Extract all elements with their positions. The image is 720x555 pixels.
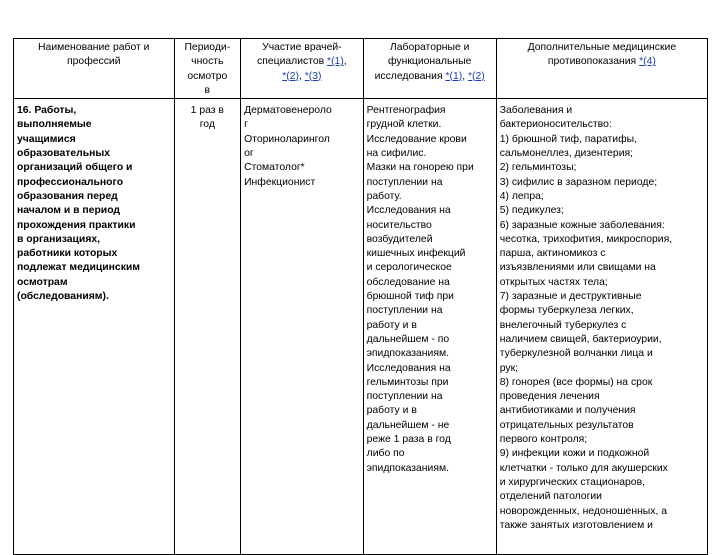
header-text: Периоди- bbox=[184, 42, 231, 53]
cell-line: работу и в bbox=[366, 319, 417, 331]
header-text: профессий bbox=[67, 56, 121, 68]
cell-line: выполняемые bbox=[17, 119, 92, 131]
cell-line: работу и в bbox=[366, 405, 417, 417]
cell-line: г bbox=[244, 119, 248, 131]
cell-line: эпидпоказаниям. bbox=[366, 348, 450, 360]
header-text: Участие врачей- bbox=[262, 42, 342, 53]
cell-line: 4) лепра; bbox=[499, 190, 544, 202]
header-text: Лабораторные и bbox=[389, 42, 470, 53]
cell-line: первого контроля; bbox=[499, 434, 588, 446]
cell-line: 7) заразные и деструктивные bbox=[499, 291, 642, 303]
header-text-with-refs bbox=[244, 70, 360, 84]
cell-line: обследование на bbox=[366, 276, 450, 288]
cell-line: работу. bbox=[366, 190, 402, 202]
cell-line: год bbox=[199, 119, 215, 131]
separator: , bbox=[298, 70, 305, 82]
cell-line: началом и в период bbox=[17, 205, 120, 217]
cell-line: грудной клетки. bbox=[366, 119, 442, 131]
medical-exam-table bbox=[13, 38, 708, 555]
cell-line: организаций общего и bbox=[17, 162, 133, 174]
cell-line: в организациях, bbox=[17, 233, 101, 245]
cell-line: и серологическое bbox=[366, 262, 452, 274]
cell-line: 9) инфекции кожи и подкожной bbox=[499, 448, 650, 460]
cell-line: туберкулезной волчанки лица и bbox=[499, 348, 653, 360]
cell-line: формы туберкулеза легких, bbox=[499, 305, 634, 317]
footnote-link-3[interactable]: *(3) bbox=[304, 70, 322, 82]
cell-line: парша, актиномикоз с bbox=[499, 248, 606, 260]
cell-line: либо по bbox=[366, 448, 405, 460]
cell-line: также занятых изготовлением и bbox=[499, 519, 653, 531]
cell-line: брюшной тиф при bbox=[366, 291, 454, 303]
cell-line: отделений патологии bbox=[499, 491, 602, 503]
header-specialists bbox=[241, 39, 364, 99]
header-contraindications bbox=[496, 39, 707, 99]
cell-line: новорожденных, недоношенных, а bbox=[499, 505, 668, 517]
cell-line: учащимися bbox=[17, 133, 76, 145]
header-text: чность bbox=[191, 56, 224, 68]
cell-line: Инфекционист bbox=[244, 176, 316, 188]
cell-line: дальнейшем - не bbox=[366, 419, 450, 431]
header-text: противопоказания bbox=[547, 56, 640, 68]
footnote-link-2[interactable]: *(2) bbox=[282, 70, 299, 82]
footnote-link-2[interactable]: *(2) bbox=[468, 70, 485, 82]
header-text: специалистов bbox=[257, 56, 328, 68]
cell-line: чесотка, трихофития, микроспория, bbox=[499, 233, 673, 245]
cell-line: дальнейшем - по bbox=[366, 333, 450, 345]
cell-line: 8) гонорея (все формы) на срок bbox=[499, 376, 653, 388]
cell-line: 6) заразные кожные заболевания: bbox=[499, 219, 665, 231]
cell-line: поступлении на bbox=[366, 176, 443, 188]
cell-line: изъязвлениями или свищами на bbox=[499, 262, 656, 274]
cell-line: профессионального bbox=[17, 176, 124, 188]
cell-line: Исследования на bbox=[366, 205, 451, 217]
separator: , bbox=[462, 70, 468, 82]
header-text: в bbox=[204, 84, 211, 96]
cell-line: сальмонеллез, дизентерия; bbox=[499, 148, 634, 160]
cell-contraindications bbox=[496, 99, 707, 555]
cell-line: открытых частях тела; bbox=[499, 276, 608, 288]
cell-line: Стоматолог* bbox=[244, 162, 305, 174]
cell-line: эпидпоказаниям. bbox=[366, 462, 450, 474]
cell-line: отрицательных результатов bbox=[499, 419, 634, 431]
cell-line: подлежат медицинским bbox=[17, 262, 140, 274]
cell-works bbox=[14, 99, 175, 555]
cell-line: поступлении на bbox=[366, 391, 443, 403]
cell-line: Рентгенография bbox=[366, 105, 446, 117]
cell-line: гельминтозы при bbox=[366, 376, 449, 388]
header-text: осмотро bbox=[187, 70, 228, 82]
cell-line: наличием свищей, бактериоурии, bbox=[499, 333, 662, 345]
header-text: Дополнительные медицинские bbox=[527, 42, 677, 53]
cell-line: носительство bbox=[366, 219, 432, 231]
header-text: исследования bbox=[374, 70, 446, 82]
cell-line: Исследование крови bbox=[366, 133, 467, 145]
cell-specialists bbox=[241, 99, 364, 555]
cell-line: клетчатки - только для акушерских bbox=[499, 462, 668, 474]
header-periodicity bbox=[174, 39, 241, 99]
cell-line: на сифилис. bbox=[366, 148, 427, 160]
cell-periodicity bbox=[174, 99, 241, 555]
cell-line: 1) брюшной тиф, паратифы, bbox=[499, 133, 637, 145]
cell-line: образования перед bbox=[17, 190, 118, 202]
cell-line: Оториноларингол bbox=[244, 133, 330, 145]
cell-line: и хирургических стационаров, bbox=[499, 476, 645, 488]
cell-line: образовательных bbox=[17, 148, 111, 160]
cell-line: внелегочный туберкулез с bbox=[499, 319, 627, 331]
cell-line: возбудителей bbox=[366, 233, 433, 245]
header-lab-tests bbox=[363, 39, 496, 99]
cell-line: (обследованиям). bbox=[17, 291, 109, 303]
header-text: Наименование работ и bbox=[38, 42, 150, 53]
table-row bbox=[14, 99, 708, 555]
separator: , bbox=[343, 56, 347, 68]
cell-line: антибиотиками и получения bbox=[499, 405, 636, 417]
header-text-with-refs bbox=[244, 55, 360, 69]
cell-line: реже 1 раза в год bbox=[366, 434, 451, 446]
cell-line: 5) педикулез; bbox=[499, 205, 564, 217]
cell-line: проведения лечения bbox=[499, 391, 600, 403]
cell-line: кишечных инфекций bbox=[366, 248, 466, 260]
cell-line: 1 раз в bbox=[190, 105, 224, 117]
cell-line: 3) сифилис в заразном периоде; bbox=[499, 176, 658, 188]
cell-line: 16. Работы, bbox=[17, 105, 77, 117]
cell-line: поступлении на bbox=[366, 305, 443, 317]
header-row bbox=[14, 39, 708, 99]
cell-line: Дерматовенероло bbox=[244, 105, 332, 117]
cell-line: 2) гельминтозы; bbox=[499, 162, 577, 174]
cell-line: рук; bbox=[499, 362, 519, 374]
header-text-with-refs bbox=[500, 55, 704, 69]
cell-line: ог bbox=[244, 148, 254, 160]
cell-line: осмотрам bbox=[17, 276, 68, 288]
header-text-with-refs bbox=[367, 70, 493, 84]
cell-line: прохождения практики bbox=[17, 219, 136, 231]
cell-line: Заболевания и bbox=[499, 105, 573, 117]
cell-line: работники которых bbox=[17, 248, 118, 260]
header-works-professions bbox=[14, 39, 175, 99]
cell-line: бактерионосительство: bbox=[499, 119, 612, 131]
footnote-link-1[interactable]: *(1) bbox=[327, 56, 344, 68]
header-text: функциональные bbox=[387, 56, 472, 68]
cell-line: Исследования на bbox=[366, 362, 451, 374]
cell-line: Мазки на гонорею при bbox=[366, 162, 474, 174]
footnote-link-1[interactable]: *(1) bbox=[445, 70, 463, 82]
cell-lab-tests bbox=[363, 99, 496, 555]
footnote-link-4[interactable]: *(4) bbox=[639, 56, 656, 68]
